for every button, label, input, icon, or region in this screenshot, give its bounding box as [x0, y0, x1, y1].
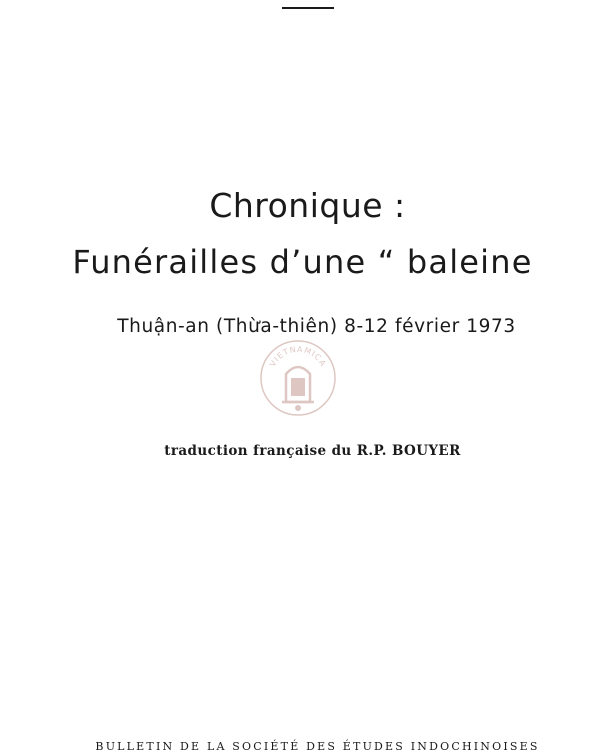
top-rule [282, 7, 334, 9]
watermark-text: VIETNAMICA [268, 344, 328, 369]
title-line-2: Funérailles d’une “ baleine [72, 243, 533, 281]
title-line-1: Chronique : [209, 186, 406, 225]
footer-journal-name: BULLETIN DE LA SOCIÉTÉ DES ÉTUDES INDOCHINOISES [95, 740, 540, 753]
vietnamica-watermark-seal [258, 338, 338, 418]
translation-credit: traduction française du R.P. BOUYER [164, 443, 461, 459]
subtitle: Thuận-an (Thừa-thiên) 8-12 février 1973 [117, 316, 516, 337]
